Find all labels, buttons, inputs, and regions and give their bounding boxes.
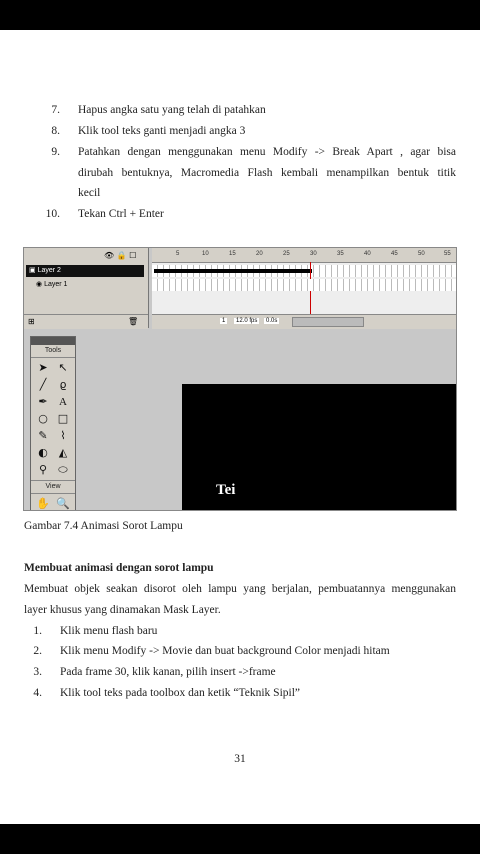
list-number: 2. <box>33 645 42 657</box>
list-text: Tekan Ctrl + Enter <box>78 208 164 220</box>
ruler-tick: 5 <box>176 251 180 257</box>
list-item <box>22 644 442 658</box>
list-item <box>22 624 442 638</box>
list-item <box>22 665 442 679</box>
frame-rate: 12.0 fps <box>236 318 258 324</box>
timeline-status-bar <box>152 314 456 329</box>
ruler-tick: 20 <box>256 251 263 257</box>
ruler-tick: 45 <box>391 251 398 257</box>
stage[interactable] <box>182 384 457 511</box>
list-text: Klik tool teks ganti menjadi angka 3 <box>78 125 246 137</box>
list-text-line: kecil <box>78 187 101 199</box>
list-text: Klik menu flash baru <box>60 625 158 637</box>
layer-header-icons: 👁 🔒 ☐ <box>104 251 137 260</box>
ruler-tick: 25 <box>283 251 290 257</box>
tools-label: Tools <box>31 345 75 358</box>
list-number: 8. <box>51 125 60 137</box>
list-number: 4. <box>33 687 42 699</box>
list-number: 10. <box>45 208 60 220</box>
ruler-tick: 30 <box>310 251 317 257</box>
list-item <box>40 103 460 117</box>
list-item <box>22 686 442 700</box>
list-text: Hapus angka satu yang telah di patahkan <box>78 104 266 116</box>
hand-tool-icon[interactable]: ✋ <box>36 497 50 510</box>
delete-layer-icon[interactable]: 🗑 <box>128 317 139 326</box>
layer-row[interactable] <box>26 265 144 277</box>
list-text: Klik tool teks pada toolbox dan ketik “Teknik Sipil” <box>60 687 301 699</box>
stage-text: Tei <box>216 482 236 498</box>
layer-panel <box>24 248 149 328</box>
list-text: Klik menu Modify -> Movie dan buat background Color menjadi hitam <box>60 645 390 657</box>
ruler-tick: 10 <box>202 251 209 257</box>
layer-toolbar <box>24 314 148 329</box>
ruler-tick: 40 <box>364 251 371 257</box>
rectangle-tool-icon[interactable]: □ <box>57 412 69 425</box>
layer-icon: ▣ <box>29 267 36 274</box>
paint-bucket-tool-icon[interactable]: ◭ <box>58 446 68 459</box>
tools-panel <box>30 336 76 511</box>
list-text: Pada frame 30, klik kanan, pilih insert ->frame <box>60 666 276 678</box>
ruler-tick: 55 <box>444 251 451 257</box>
document-page <box>0 30 480 824</box>
figure-flash-screenshot <box>23 247 457 511</box>
brush-tool-icon[interactable]: ⌇ <box>60 429 66 442</box>
list-number: 9. <box>51 146 60 158</box>
lasso-tool-icon[interactable]: ϱ <box>59 378 67 391</box>
pencil-tool-icon[interactable]: ✎ <box>38 429 48 442</box>
ruler-tick: 35 <box>337 251 344 257</box>
view-label: View <box>31 480 75 494</box>
timeline-ruler <box>152 248 456 263</box>
list-number: 7. <box>51 104 60 116</box>
list-item <box>40 124 460 138</box>
frame-row[interactable] <box>152 279 456 291</box>
paragraph-line: Membuat objek seakan disorot oleh lampu yang berjalan, pembuatannya menggunakan <box>24 583 456 595</box>
add-layer-icon[interactable]: ⊞ <box>28 317 35 326</box>
panel-titlebar <box>31 337 75 345</box>
layer-name: Layer 2 <box>37 267 61 274</box>
subselect-tool-icon[interactable]: ↖ <box>58 361 68 374</box>
pen-tool-icon[interactable]: ✒ <box>38 395 48 408</box>
line-tool-icon[interactable]: ╱ <box>39 378 47 391</box>
paragraph-line: layer khusus yang dinamakan Mask Layer. <box>24 604 221 616</box>
list-number: 3. <box>33 666 42 678</box>
arrow-tool-icon[interactable]: ➤ <box>38 361 48 374</box>
section-heading: Membuat animasi dengan sorot lampu <box>24 562 214 574</box>
ruler-tick: 50 <box>418 251 425 257</box>
oval-tool-icon[interactable]: ○ <box>38 412 48 425</box>
current-frame: 1 <box>222 318 226 324</box>
list-number: 1. <box>33 625 42 637</box>
zoom-tool-icon[interactable]: 🔍 <box>56 497 70 510</box>
list-text-line: Patahkan dengan menggunakan menu Modify -> Break Apart , agar bisa <box>78 146 456 158</box>
ink-bottle-tool-icon[interactable]: ◐ <box>38 446 48 459</box>
timeline <box>152 248 456 328</box>
ruler-tick: 15 <box>229 251 236 257</box>
timeline-scrollbar[interactable] <box>292 317 364 327</box>
text-tool-icon[interactable]: A <box>59 396 67 408</box>
layer-name: Layer 1 <box>44 281 68 288</box>
eraser-tool-icon[interactable]: ⬭ <box>58 463 68 476</box>
list-text-line: dirubah bentuknya, Macromedia Flash kembali menampilkan bentuk titik <box>78 167 456 179</box>
figure-caption: Gambar 7.4 Animasi Sorot Lampu <box>24 520 183 532</box>
list-item <box>40 207 460 221</box>
elapsed-time: 0.0s <box>266 318 278 324</box>
layer-icon: ◉ <box>36 281 43 288</box>
page-number: 31 <box>234 753 246 765</box>
tween-span <box>154 269 312 273</box>
layer-row[interactable] <box>26 279 144 291</box>
dropper-tool-icon[interactable]: ⚲ <box>38 463 48 476</box>
